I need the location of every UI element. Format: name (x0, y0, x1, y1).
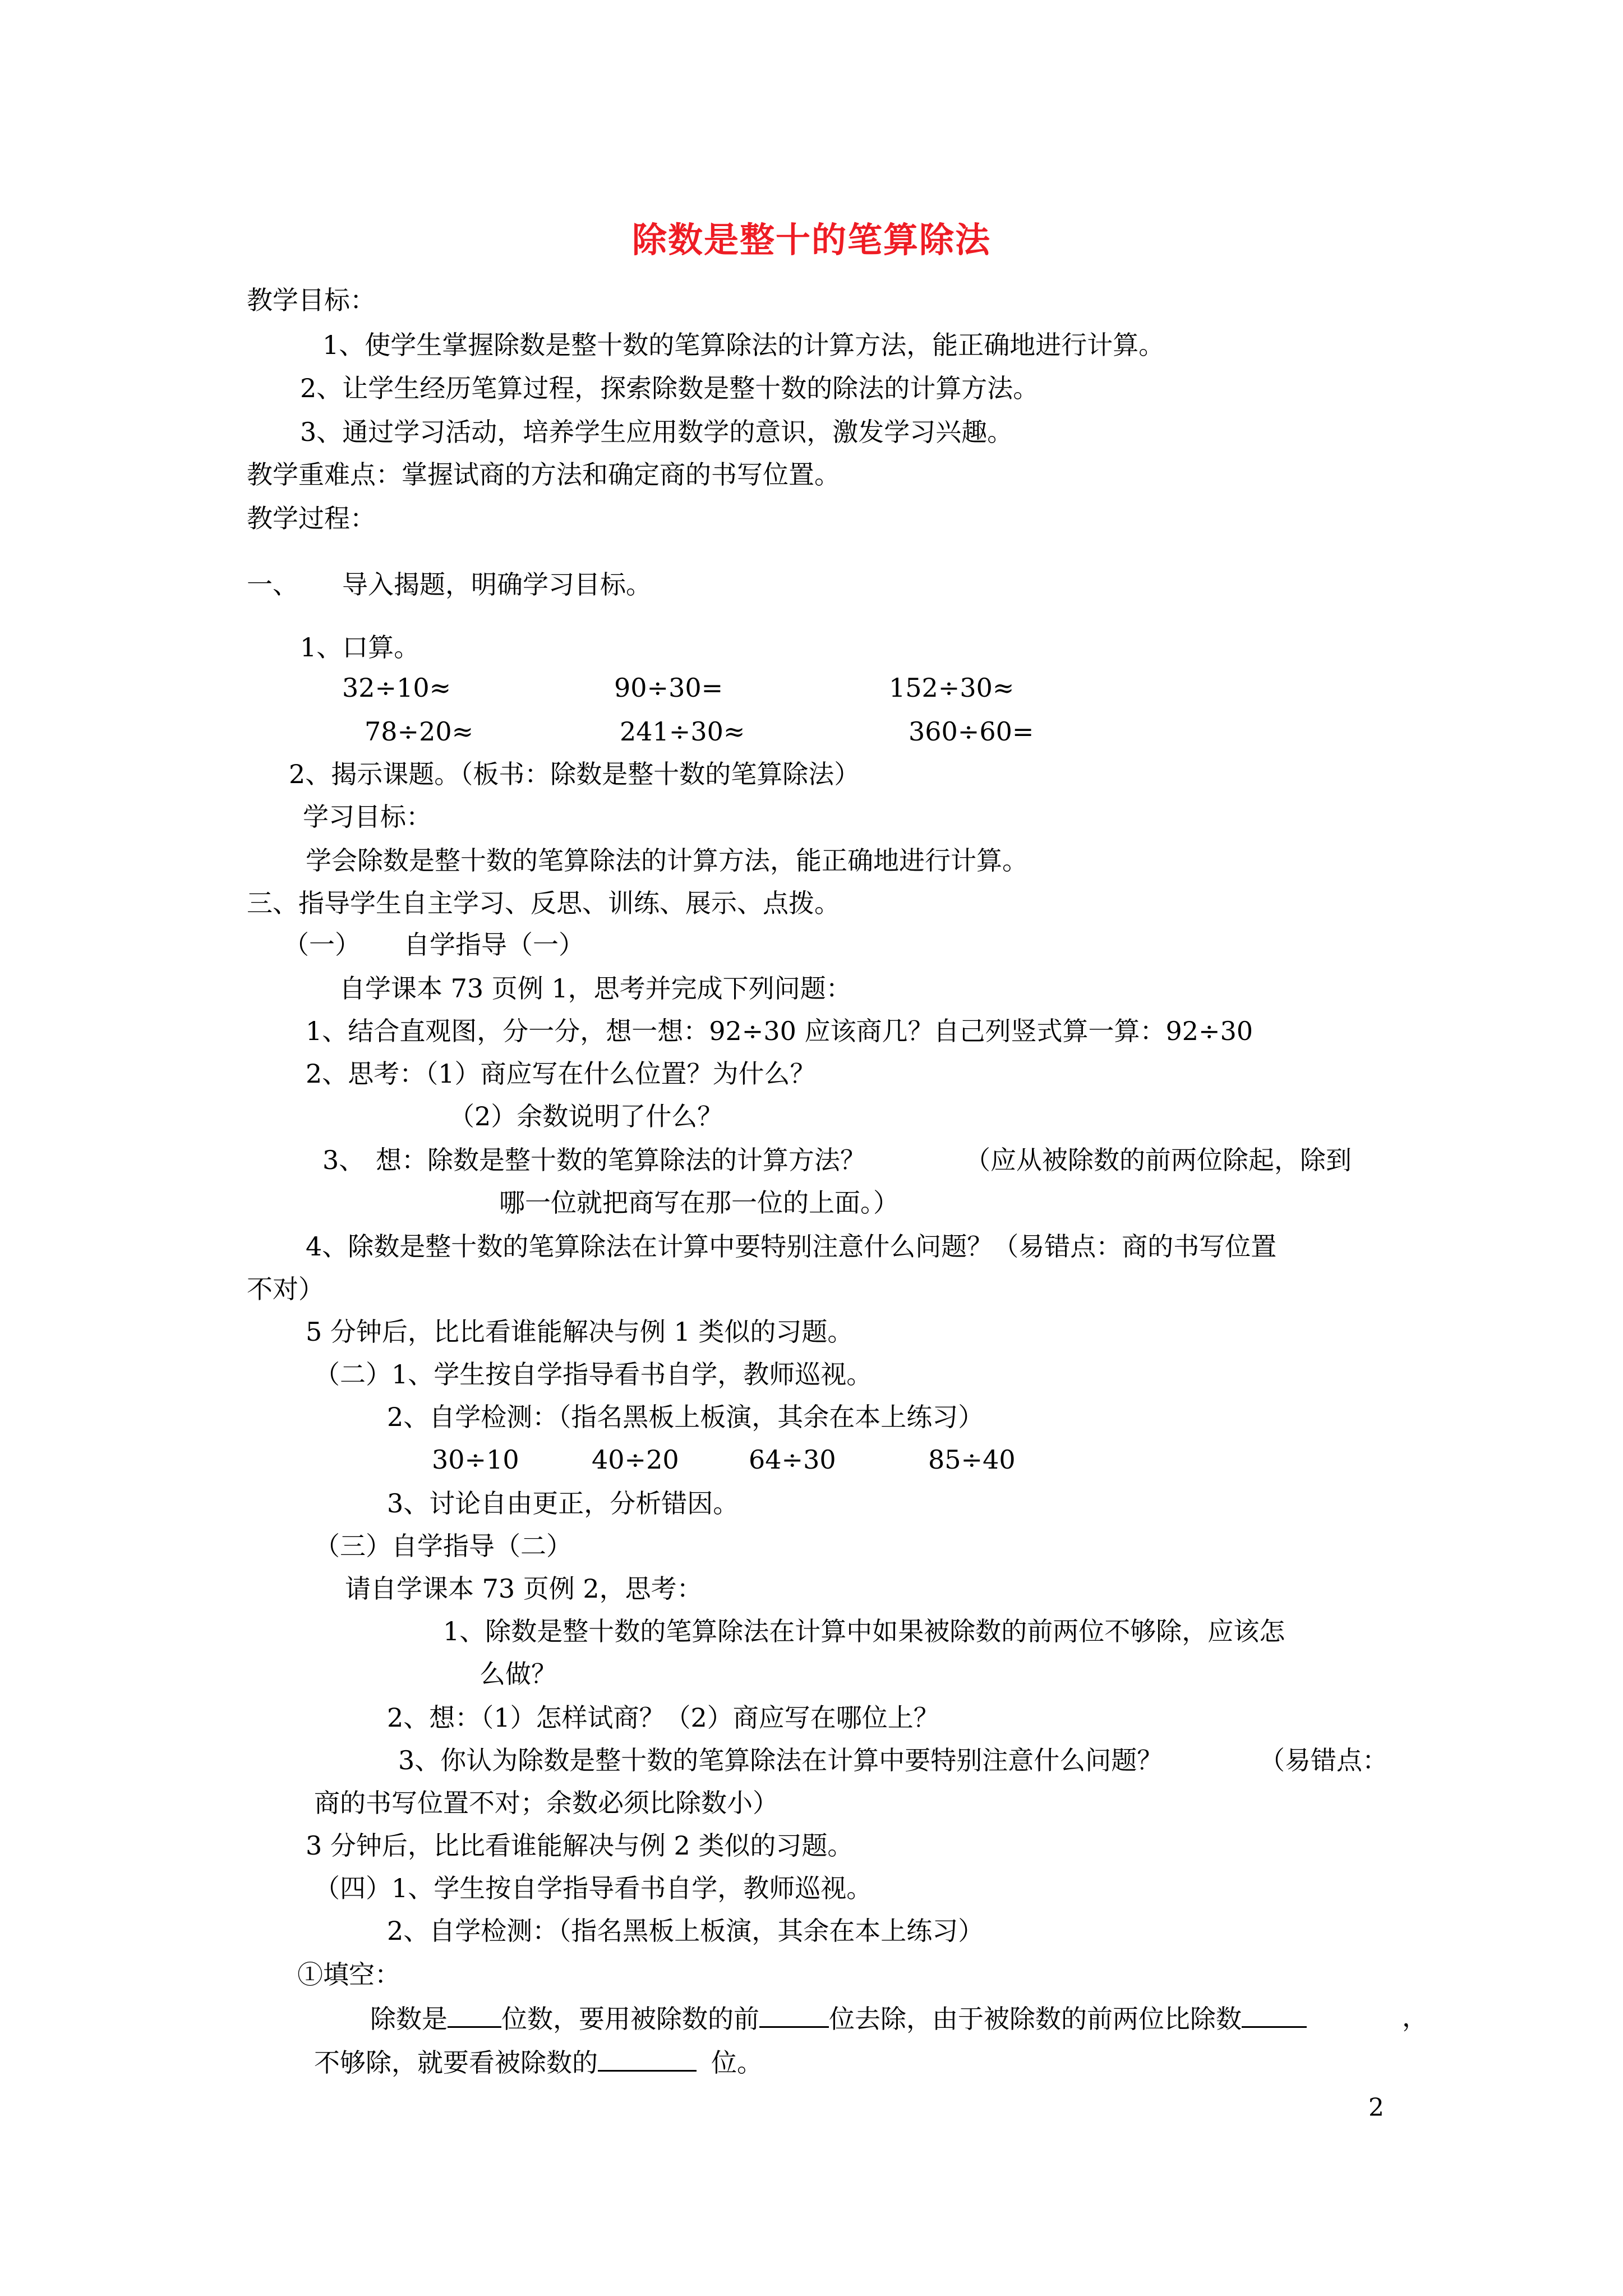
mental-item: 241÷30≈ (620, 716, 745, 747)
fill-in-blank-line-2 (314, 2045, 763, 2078)
three-minute-task: 3 分钟后，比比看谁能解决与例 2 类似的习题。 (306, 1830, 854, 1861)
fill-text: 不够除，就要看被除数的 (314, 2047, 598, 2078)
fill-text: 位数，要用被除数的前 (501, 2004, 759, 2034)
part3-title: （三）自学指导（二） (314, 1531, 572, 1561)
mental-item: 152÷30≈ (889, 673, 1015, 703)
fill-text: 位去除，由于被除数的前两位比除数 (829, 2004, 1242, 2034)
question-2b: （2）余数说明了什么？ (449, 1101, 723, 1131)
part2-line3: 3、讨论自由更正，分析错因。 (387, 1488, 739, 1519)
part3-question-3-continued: 商的书写位置不对；余数必须比除数小） (314, 1788, 778, 1818)
question-4-continued: 不对） (247, 1274, 324, 1304)
fill-text: 位。 (711, 2047, 763, 2078)
part3-question-3: 3、你认为除数是整十数的笔算除法在计算中要特别注意什么问题？ (398, 1745, 1163, 1775)
question-1: 1、结合直观图，分一分，想一想：92÷30 应该商几？自己列竖式算一算：92÷30 (306, 1016, 1253, 1046)
blank-field[interactable] (598, 2045, 697, 2072)
part1-title: 自学指导（一） (404, 930, 584, 960)
part3-intro: 请自学课本 73 页例 2，思考： (345, 1573, 703, 1604)
objective-2: 2、让学生经历笔算过程，探索除数是整十数的除法的计算方法。 (300, 373, 1039, 403)
exercise-item: 85÷40 (928, 1444, 1016, 1475)
mental-item: 90÷30= (614, 673, 723, 703)
part2-line1: （二）1、学生按自学指导看书自学，教师巡视。 (314, 1359, 873, 1389)
question-2: 2、思考：（1）商应写在什么位置？为什么？ (306, 1059, 816, 1089)
blank-field[interactable] (759, 2001, 829, 2028)
goal-text: 学会除数是整十数的笔算除法的计算方法，能正确地进行计算。 (306, 845, 1028, 876)
process-heading: 教学过程： (247, 503, 376, 533)
part4-line2: 2、自学检测：（指名黑板上板演，其余在本上练习） (387, 1916, 984, 1946)
objective-1: 1、使学生掌握除数是整十数的笔算除法的计算方法，能正确地进行计算。 (322, 330, 1165, 360)
mental-item: 78÷20≈ (365, 716, 474, 747)
part3-question-1: 1、除数是整十数的笔算除法在计算中如果被除数的前两位不够除，应该怎 (443, 1616, 1285, 1646)
question-3-continued: 哪一位就把商写在那一位的上面。） (499, 1188, 899, 1218)
exercise-item: 30÷10 (432, 1444, 519, 1475)
part2-line2: 2、自学检测：（指名黑板上板演，其余在本上练习） (387, 1402, 984, 1432)
question-3: 想：除数是整十数的笔算除法的计算方法？ (376, 1145, 866, 1175)
objective-3: 3、通过学习活动，培养学生应用数学的意识，激发学习兴趣。 (300, 417, 1013, 447)
document-title: 除数是整十的笔算除法 (631, 219, 991, 260)
part1-intro: 自学课本 73 页例 1，思考并完成下列问题： (339, 973, 852, 1004)
fill-comma: ， (1402, 2002, 1428, 2032)
part4-line1: （四）1、学生按自学指导看书自学，教师巡视。 (314, 1873, 873, 1903)
blank-field[interactable] (448, 2001, 501, 2028)
section3-heading: 三、指导学生自主学习、反思、训练、展示、点拨。 (247, 888, 840, 918)
mental-item: 360÷60= (909, 716, 1034, 747)
fill-text: 除数是 (370, 2004, 448, 2034)
goal-heading: 学习目标： (303, 802, 432, 832)
part3-question-2: 2、想：（1）怎样试商？（2）商应写在哪位上？ (387, 1703, 939, 1733)
fill-in-blank-line-1 (370, 2001, 1307, 2035)
fill-heading: ①填空： (297, 1959, 400, 1990)
five-minute-task: 5 分钟后，比比看谁能解决与例 1 类似的习题。 (306, 1317, 854, 1347)
blank-field[interactable] (1242, 2001, 1307, 2028)
part3-question-3-note: （易错点： (1259, 1745, 1388, 1775)
exercise-item: 64÷30 (749, 1444, 836, 1475)
question-3-answer: （应从被除数的前两位除起，除到 (965, 1145, 1352, 1175)
question-3-number: 3、 (322, 1145, 365, 1175)
question-4: 4、除数是整十数的笔算除法在计算中要特别注意什么问题？（易错点：商的书写位置 (306, 1231, 1277, 1262)
section1-number: 一、 (247, 569, 298, 600)
section1-title: 导入揭题，明确学习目标。 (342, 569, 652, 600)
mental-heading: 1、口算。 (300, 632, 420, 662)
page-number: 2 (1368, 2093, 1384, 2122)
exercise-item: 40÷20 (592, 1444, 679, 1475)
objectives-heading: 教学目标： (247, 285, 376, 315)
key-points: 教学重难点：掌握试商的方法和确定商的书写位置。 (247, 459, 840, 490)
part1-number: （一） (283, 930, 361, 960)
mental-item: 32÷10≈ (342, 673, 451, 703)
reveal-topic: 2、揭示课题。（板书：除数是整十数的笔算除法） (289, 759, 860, 789)
part3-question-1-continued: 么做？ (479, 1659, 557, 1689)
